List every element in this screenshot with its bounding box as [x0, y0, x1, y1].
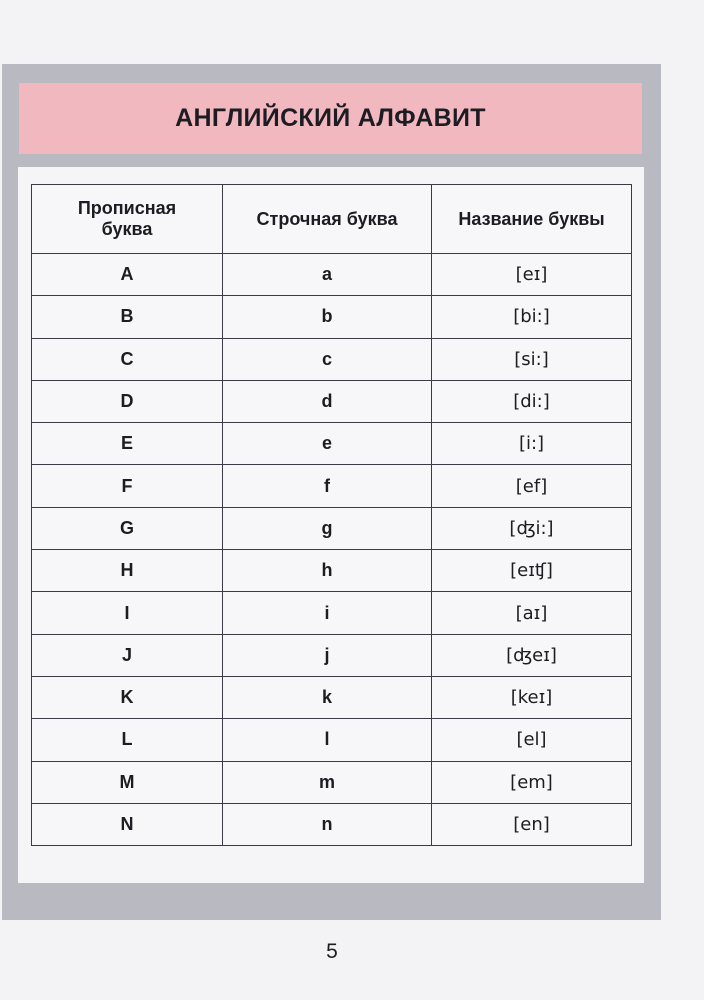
lowercase-letter: c	[223, 338, 432, 380]
table-row	[32, 423, 632, 465]
table-row	[32, 634, 632, 676]
table-row	[32, 296, 632, 338]
table-header-row	[32, 185, 632, 254]
lowercase-letter: j	[223, 634, 432, 676]
uppercase-letter: M	[32, 761, 223, 803]
letter-name: [eɪ]	[432, 254, 632, 296]
page-number: 5	[326, 940, 338, 963]
lowercase-letter: k	[223, 676, 432, 718]
table-row	[32, 592, 632, 634]
header-lowercase: Строчная буква	[223, 185, 432, 254]
table-row	[32, 254, 632, 296]
table-row	[32, 676, 632, 718]
header-letter-name: Название буквы	[432, 185, 632, 254]
lowercase-letter: b	[223, 296, 432, 338]
letter-name: [eɪʧ]	[432, 550, 632, 592]
uppercase-letter: N	[32, 803, 223, 845]
uppercase-letter: F	[32, 465, 223, 507]
table-row	[32, 507, 632, 549]
lowercase-letter: f	[223, 465, 432, 507]
uppercase-letter: B	[32, 296, 223, 338]
lowercase-letter: a	[223, 254, 432, 296]
table-row	[32, 719, 632, 761]
letter-name: [en]	[432, 803, 632, 845]
table-body	[32, 254, 632, 846]
letter-name: [ʤeɪ]	[432, 634, 632, 676]
letter-name: [ef]	[432, 465, 632, 507]
letter-name: [keɪ]	[432, 676, 632, 718]
uppercase-letter: K	[32, 676, 223, 718]
lowercase-letter: h	[223, 550, 432, 592]
letter-name: [el]	[432, 719, 632, 761]
table-row	[32, 803, 632, 845]
uppercase-letter: I	[32, 592, 223, 634]
lowercase-letter: e	[223, 423, 432, 465]
table-row	[32, 338, 632, 380]
lowercase-letter: m	[223, 761, 432, 803]
uppercase-letter: D	[32, 380, 223, 422]
uppercase-letter: G	[32, 507, 223, 549]
table-row	[32, 550, 632, 592]
uppercase-letter: H	[32, 550, 223, 592]
letter-name: [bi:]	[432, 296, 632, 338]
uppercase-letter: L	[32, 719, 223, 761]
table-row	[32, 380, 632, 422]
page-title: АНГЛИЙСКИЙ АЛФАВИТ	[175, 104, 486, 132]
table-row	[32, 465, 632, 507]
letter-name: [di:]	[432, 380, 632, 422]
uppercase-letter: E	[32, 423, 223, 465]
table-row	[32, 761, 632, 803]
lowercase-letter: i	[223, 592, 432, 634]
uppercase-letter: C	[32, 338, 223, 380]
title-banner	[19, 83, 642, 154]
lowercase-letter: n	[223, 803, 432, 845]
uppercase-letter: A	[32, 254, 223, 296]
letter-name: [ʤi:]	[432, 507, 632, 549]
letter-name: [aɪ]	[432, 592, 632, 634]
uppercase-letter: J	[32, 634, 223, 676]
letter-name: [i:]	[432, 423, 632, 465]
lowercase-letter: l	[223, 719, 432, 761]
lowercase-letter: d	[223, 380, 432, 422]
alphabet-table	[31, 184, 632, 846]
lowercase-letter: g	[223, 507, 432, 549]
header-uppercase: Прописная буква	[32, 185, 223, 254]
letter-name: [em]	[432, 761, 632, 803]
letter-name: [si:]	[432, 338, 632, 380]
